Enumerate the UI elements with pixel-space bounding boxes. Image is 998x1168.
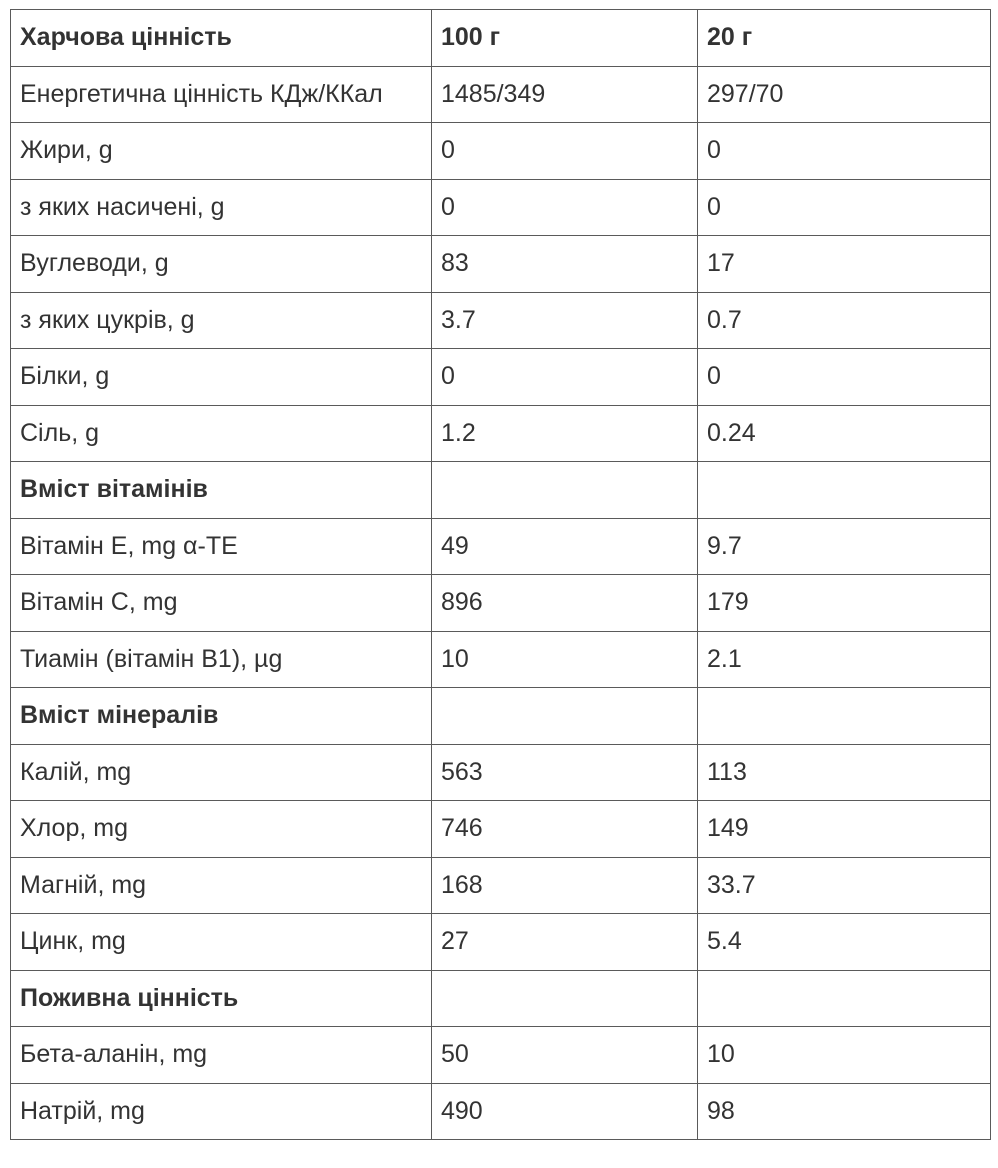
table-row <box>11 575 991 632</box>
nutrient-cell: Магній, mg <box>11 857 432 914</box>
per-100g-cell: 49 <box>432 518 698 575</box>
per-20g-cell: 149 <box>698 801 991 858</box>
nutrient-cell: Цинк, mg <box>11 914 432 971</box>
table-row <box>11 66 991 123</box>
table-row <box>11 1083 991 1140</box>
per-100g-cell: 563 <box>432 744 698 801</box>
per-100g-cell: 3.7 <box>432 292 698 349</box>
per-100g-cell: 168 <box>432 857 698 914</box>
per-20g-cell <box>698 462 991 519</box>
per-100g-cell: 10 <box>432 631 698 688</box>
per-100g-cell <box>432 970 698 1027</box>
per-100g-cell: 1.2 <box>432 405 698 462</box>
per-20g-cell: 297/70 <box>698 66 991 123</box>
per-20g-cell: 98 <box>698 1083 991 1140</box>
section-header-row <box>11 688 991 745</box>
nutrient-cell: Білки, g <box>11 349 432 406</box>
nutrient-cell: Калій, mg <box>11 744 432 801</box>
per-20g-cell: 0 <box>698 123 991 180</box>
per-100g-cell: 1485/349 <box>432 66 698 123</box>
per-100g-cell: 490 <box>432 1083 698 1140</box>
per-100g-cell: 83 <box>432 236 698 293</box>
table-row <box>11 405 991 462</box>
per-100g-cell: 0 <box>432 179 698 236</box>
nutrient-cell: з яких насичені, g <box>11 179 432 236</box>
per-100g-cell <box>432 462 698 519</box>
nutrient-cell: Вітамін Е, mg α-TE <box>11 518 432 575</box>
per-100g-cell: 27 <box>432 914 698 971</box>
per-20g-cell <box>698 688 991 745</box>
per-20g-cell: 10 <box>698 1027 991 1084</box>
table-row <box>11 744 991 801</box>
per-20g-cell <box>698 970 991 1027</box>
table-row <box>11 123 991 180</box>
per-100g-cell: 896 <box>432 575 698 632</box>
table-row <box>11 179 991 236</box>
header-per-20g: 20 г <box>698 10 991 67</box>
table-row <box>11 914 991 971</box>
per-100g-cell: 0 <box>432 349 698 406</box>
per-20g-cell: 0 <box>698 179 991 236</box>
per-20g-cell: 113 <box>698 744 991 801</box>
nutrient-cell: Хлор, mg <box>11 801 432 858</box>
per-20g-cell: 17 <box>698 236 991 293</box>
per-20g-cell: 0.7 <box>698 292 991 349</box>
nutrient-cell: Вміст вітамінів <box>11 462 432 519</box>
per-20g-cell: 179 <box>698 575 991 632</box>
per-100g-cell <box>432 688 698 745</box>
table-row <box>11 631 991 688</box>
nutrient-cell: Енергетична цінність КДж/ККал <box>11 66 432 123</box>
table-row <box>11 801 991 858</box>
per-100g-cell: 50 <box>432 1027 698 1084</box>
section-header-row <box>11 970 991 1027</box>
nutrient-cell: Вміст мінералів <box>11 688 432 745</box>
table-row <box>11 857 991 914</box>
nutrient-cell: Тиамін (вітамін В1), µg <box>11 631 432 688</box>
nutrient-cell: Поживна цінність <box>11 970 432 1027</box>
nutrient-cell: Бета-аланін, mg <box>11 1027 432 1084</box>
header-per-100g: 100 г <box>432 10 698 67</box>
per-20g-cell: 9.7 <box>698 518 991 575</box>
per-100g-cell: 746 <box>432 801 698 858</box>
nutrient-cell: Жири, g <box>11 123 432 180</box>
nutrient-cell: Вуглеводи, g <box>11 236 432 293</box>
nutrient-cell: з яких цукрів, g <box>11 292 432 349</box>
nutrient-cell: Сіль, g <box>11 405 432 462</box>
header-nutrient: Харчова цінність <box>11 10 432 67</box>
per-20g-cell: 33.7 <box>698 857 991 914</box>
nutrition-table <box>10 9 991 1140</box>
nutrient-cell: Натрій, mg <box>11 1083 432 1140</box>
nutrient-cell: Вітамін С, mg <box>11 575 432 632</box>
per-20g-cell: 2.1 <box>698 631 991 688</box>
section-header-row <box>11 462 991 519</box>
table-header-row <box>11 10 991 67</box>
per-20g-cell: 0 <box>698 349 991 406</box>
table-row <box>11 518 991 575</box>
table-row <box>11 349 991 406</box>
table-row <box>11 236 991 293</box>
table-row <box>11 1027 991 1084</box>
per-20g-cell: 5.4 <box>698 914 991 971</box>
per-20g-cell: 0.24 <box>698 405 991 462</box>
per-100g-cell: 0 <box>432 123 698 180</box>
table-row <box>11 292 991 349</box>
